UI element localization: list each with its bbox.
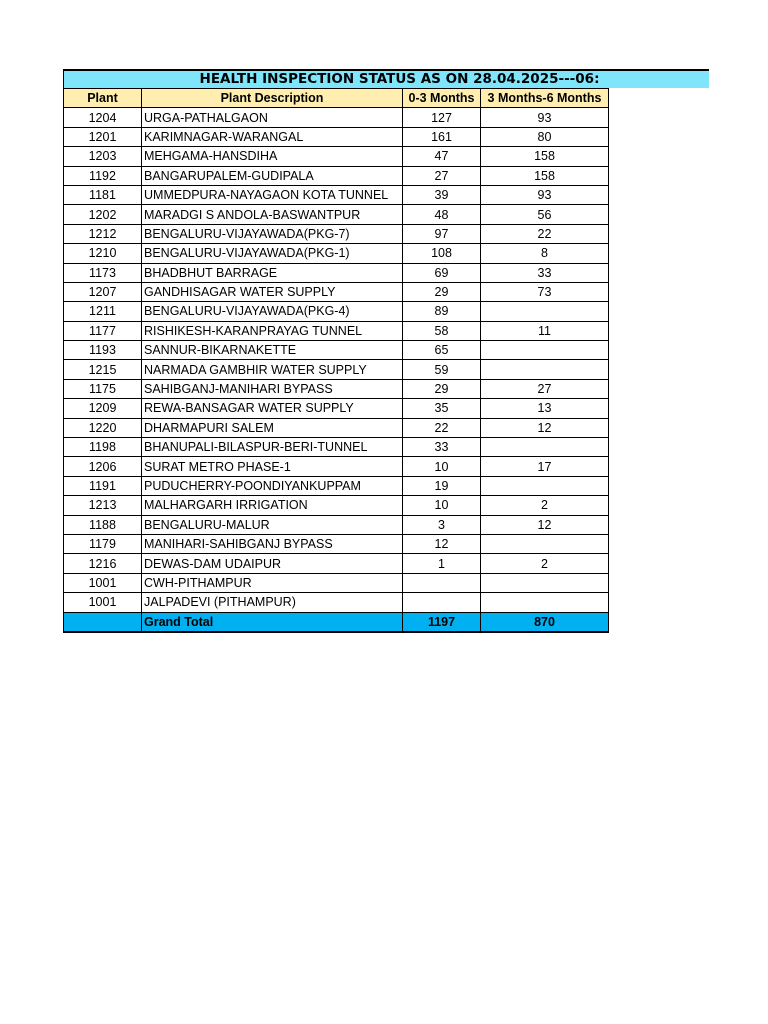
plant-description-cell: MALHARGARH IRRIGATION: [142, 496, 403, 515]
table-row: [64, 399, 609, 418]
table-row: [64, 282, 609, 301]
title-band: [63, 69, 709, 88]
months-3-6-cell: [481, 341, 609, 360]
plant-cell: 1207: [64, 282, 142, 301]
months-0-3-cell: 27: [403, 166, 481, 185]
header-plant: Plant: [64, 89, 142, 108]
months-3-6-cell: 27: [481, 379, 609, 398]
months-3-6-cell: 22: [481, 224, 609, 243]
table-row: [64, 593, 609, 612]
months-3-6-cell: 2: [481, 496, 609, 515]
table-row: [64, 263, 609, 282]
months-0-3-cell: [403, 593, 481, 612]
plant-description-cell: URGA-PATHALGAON: [142, 108, 403, 127]
plant-cell: 1001: [64, 573, 142, 592]
table-row: [64, 302, 609, 321]
plant-cell: 1175: [64, 379, 142, 398]
table-row: [64, 438, 609, 457]
plant-cell: 1201: [64, 127, 142, 146]
table-row: [64, 360, 609, 379]
plant-description-cell: BHADBHUT BARRAGE: [142, 263, 403, 282]
plant-description-cell: DHARMAPURI SALEM: [142, 418, 403, 437]
header-0-3-months: 0-3 Months: [403, 89, 481, 108]
plant-description-cell: BENGALURU-MALUR: [142, 515, 403, 534]
total-3-6-months-cell: 870: [481, 612, 609, 632]
plant-description-cell: GANDHISAGAR WATER SUPPLY: [142, 282, 403, 301]
months-3-6-cell: 17: [481, 457, 609, 476]
plant-description-cell: DEWAS-DAM UDAIPUR: [142, 554, 403, 573]
plant-cell: 1204: [64, 108, 142, 127]
months-0-3-cell: [403, 573, 481, 592]
grand-total-row: [64, 612, 609, 632]
months-0-3-cell: 89: [403, 302, 481, 321]
plant-cell: 1188: [64, 515, 142, 534]
plant-cell: 1215: [64, 360, 142, 379]
months-3-6-cell: [481, 360, 609, 379]
months-0-3-cell: 59: [403, 360, 481, 379]
plant-description-cell: BENGALURU-VIJAYAWADA(PKG-1): [142, 244, 403, 263]
plant-description-cell: MEHGAMA-HANSDIHA: [142, 147, 403, 166]
plant-description-cell: JALPADEVI (PITHAMPUR): [142, 593, 403, 612]
months-3-6-cell: 158: [481, 166, 609, 185]
months-3-6-cell: [481, 593, 609, 612]
plant-cell: 1212: [64, 224, 142, 243]
months-0-3-cell: 127: [403, 108, 481, 127]
table-row: [64, 534, 609, 553]
months-3-6-cell: [481, 573, 609, 592]
report-title: HEALTH INSPECTION STATUS AS ON 28.04.2025---06:: [199, 71, 600, 87]
months-0-3-cell: 35: [403, 399, 481, 418]
months-0-3-cell: 47: [403, 147, 481, 166]
table-row: [64, 127, 609, 146]
plant-cell: 1181: [64, 185, 142, 204]
months-3-6-cell: 13: [481, 399, 609, 418]
plant-description-cell: BHANUPALI-BILASPUR-BERI-TUNNEL: [142, 438, 403, 457]
months-0-3-cell: 19: [403, 476, 481, 495]
months-3-6-cell: [481, 476, 609, 495]
plant-description-cell: PUDUCHERRY-POONDIYANKUPPAM: [142, 476, 403, 495]
months-0-3-cell: 22: [403, 418, 481, 437]
months-3-6-cell: [481, 534, 609, 553]
plant-cell: 1193: [64, 341, 142, 360]
months-0-3-cell: 29: [403, 282, 481, 301]
months-0-3-cell: 39: [403, 185, 481, 204]
months-3-6-cell: 8: [481, 244, 609, 263]
plant-description-cell: RISHIKESH-KARANPRAYAG TUNNEL: [142, 321, 403, 340]
table-row: [64, 205, 609, 224]
plant-description-cell: BENGALURU-VIJAYAWADA(PKG-7): [142, 224, 403, 243]
months-3-6-cell: 2: [481, 554, 609, 573]
inspection-table: [63, 88, 609, 633]
plant-cell: 1209: [64, 399, 142, 418]
plant-cell: 1211: [64, 302, 142, 321]
table-row: [64, 185, 609, 204]
months-3-6-cell: [481, 438, 609, 457]
months-3-6-cell: 33: [481, 263, 609, 282]
months-0-3-cell: 48: [403, 205, 481, 224]
months-0-3-cell: 33: [403, 438, 481, 457]
months-0-3-cell: 29: [403, 379, 481, 398]
table-row: [64, 108, 609, 127]
table-row: [64, 573, 609, 592]
table-row: [64, 379, 609, 398]
months-3-6-cell: 12: [481, 418, 609, 437]
table-row: [64, 244, 609, 263]
plant-description-cell: SANNUR-BIKARNAKETTE: [142, 341, 403, 360]
months-0-3-cell: 97: [403, 224, 481, 243]
table-row: [64, 554, 609, 573]
plant-description-cell: MANIHARI-SAHIBGANJ BYPASS: [142, 534, 403, 553]
plant-cell: 1192: [64, 166, 142, 185]
plant-cell: 1213: [64, 496, 142, 515]
months-3-6-cell: 11: [481, 321, 609, 340]
plant-description-cell: BENGALURU-VIJAYAWADA(PKG-4): [142, 302, 403, 321]
months-3-6-cell: 12: [481, 515, 609, 534]
table-row: [64, 418, 609, 437]
plant-cell: 1220: [64, 418, 142, 437]
table-body: [64, 108, 609, 612]
plant-description-cell: REWA-BANSAGAR WATER SUPPLY: [142, 399, 403, 418]
plant-cell: 1177: [64, 321, 142, 340]
header-3-6-months: 3 Months-6 Months: [481, 89, 609, 108]
months-0-3-cell: 1: [403, 554, 481, 573]
plant-cell: 1216: [64, 554, 142, 573]
header-row: [64, 89, 609, 108]
table-row: [64, 321, 609, 340]
table-row: [64, 224, 609, 243]
months-0-3-cell: 12: [403, 534, 481, 553]
table-row: [64, 147, 609, 166]
months-3-6-cell: 158: [481, 147, 609, 166]
table-row: [64, 515, 609, 534]
table-row: [64, 457, 609, 476]
months-0-3-cell: 108: [403, 244, 481, 263]
plant-cell: 1206: [64, 457, 142, 476]
months-0-3-cell: 69: [403, 263, 481, 282]
months-3-6-cell: [481, 302, 609, 321]
plant-cell: 1001: [64, 593, 142, 612]
months-3-6-cell: 93: [481, 185, 609, 204]
plant-description-cell: SAHIBGANJ-MANIHARI BYPASS: [142, 379, 403, 398]
total-label-cell: Grand Total: [142, 612, 403, 632]
table-row: [64, 496, 609, 515]
table-row: [64, 341, 609, 360]
title-cell: [63, 71, 608, 88]
months-3-6-cell: 80: [481, 127, 609, 146]
plant-cell: 1179: [64, 534, 142, 553]
plant-description-cell: BANGARUPALEM-GUDIPALA: [142, 166, 403, 185]
months-0-3-cell: 10: [403, 496, 481, 515]
plant-cell: 1203: [64, 147, 142, 166]
table-row: [64, 166, 609, 185]
plant-description-cell: MARADGI S ANDOLA-BASWANTPUR: [142, 205, 403, 224]
table-row: [64, 476, 609, 495]
months-0-3-cell: 58: [403, 321, 481, 340]
total-plant-cell: [64, 612, 142, 632]
total-0-3-months-cell: 1197: [403, 612, 481, 632]
plant-description-cell: UMMEDPURA-NAYAGAON KOTA TUNNEL: [142, 185, 403, 204]
months-3-6-cell: 73: [481, 282, 609, 301]
plant-cell: 1173: [64, 263, 142, 282]
months-0-3-cell: 161: [403, 127, 481, 146]
plant-description-cell: CWH-PITHAMPUR: [142, 573, 403, 592]
months-0-3-cell: 65: [403, 341, 481, 360]
plant-cell: 1210: [64, 244, 142, 263]
plant-cell: 1198: [64, 438, 142, 457]
plant-description-cell: KARIMNAGAR-WARANGAL: [142, 127, 403, 146]
months-3-6-cell: 93: [481, 108, 609, 127]
plant-description-cell: NARMADA GAMBHIR WATER SUPPLY: [142, 360, 403, 379]
plant-cell: 1191: [64, 476, 142, 495]
months-0-3-cell: 10: [403, 457, 481, 476]
plant-cell: 1202: [64, 205, 142, 224]
header-plant-description: Plant Description: [142, 89, 403, 108]
months-3-6-cell: 56: [481, 205, 609, 224]
months-0-3-cell: 3: [403, 515, 481, 534]
plant-description-cell: SURAT METRO PHASE-1: [142, 457, 403, 476]
